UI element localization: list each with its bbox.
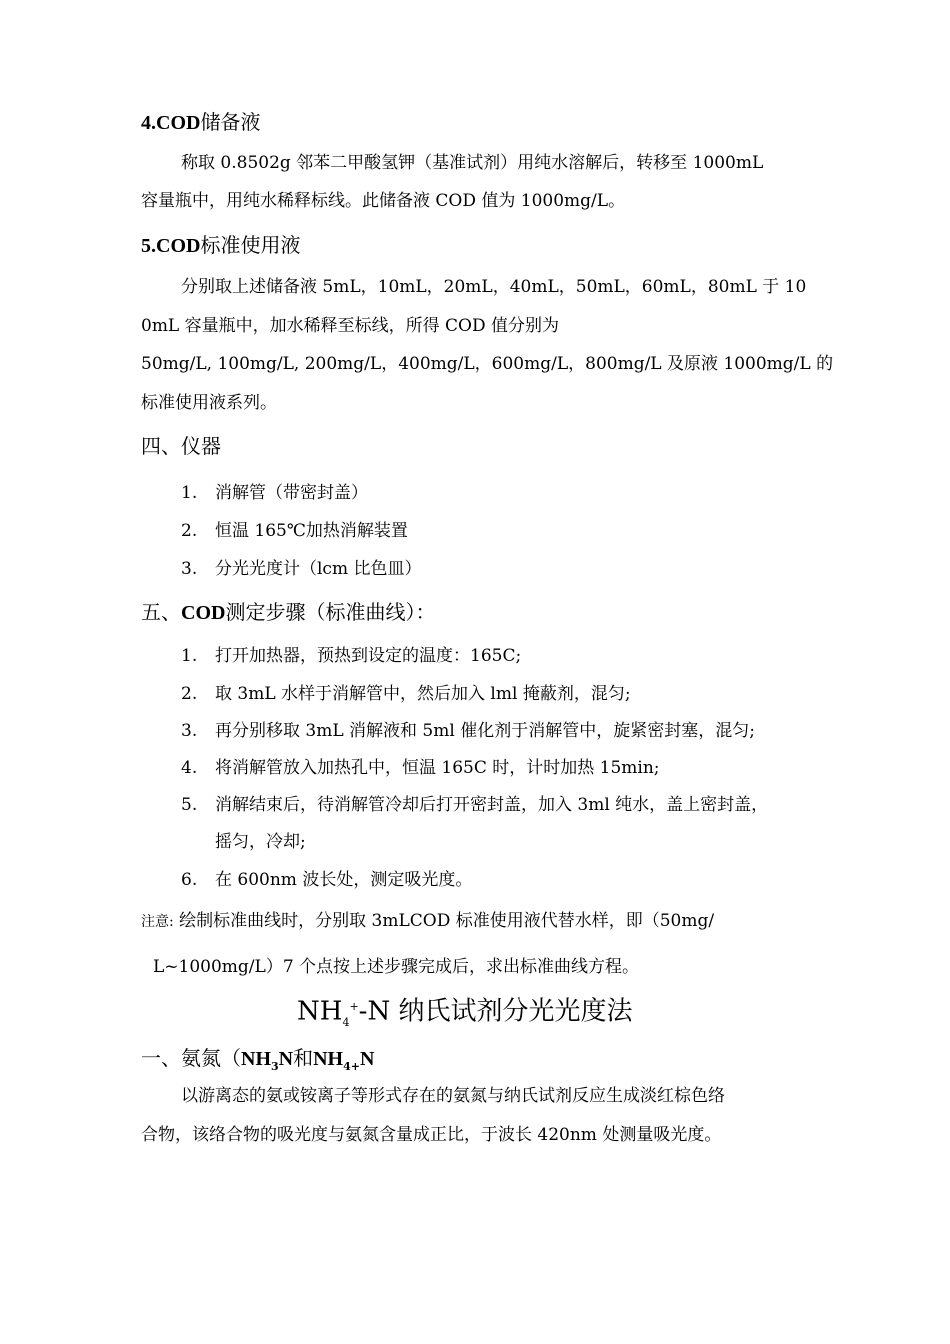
list-number: 1.: [181, 646, 198, 666]
list-text: 消解结束后，待消解管冷却后打开密封盖，加入 3ml 纯水，盖上密封盖，: [215, 795, 769, 815]
note-text: 绘制标准曲线时，分别取 3mLCOD 标准使用液代替水样，即（50mg/: [179, 911, 715, 931]
heading-text: 一、氨氮（: [141, 1046, 241, 1070]
list-text: 消解管（带密封盖）: [215, 483, 368, 503]
paragraph-line: 称取 0.8502g 邻苯二甲酸氢钾（基准试剂）用纯水溶解后，转移至 1000mL: [181, 153, 764, 173]
list-item: [181, 869, 472, 891]
list-text: 将消解管放入加热孔中，恒温 165C 时，计时加热 15min;: [215, 758, 660, 778]
paragraph-line: 分别取上述储备液 5mL，10mL，20mL，40mL，50mL，60mL，80mL 于 10: [181, 277, 807, 297]
list-item: [181, 757, 660, 779]
heading-text: 测定步骤（标准曲线）：: [225, 600, 436, 624]
note-line: [141, 910, 714, 933]
title-subscript: 4: [342, 1015, 350, 1029]
title-text: -N 纳氏试剂分光光度法: [358, 996, 633, 1027]
note-line: L~1000mg/L）7 个点按上述步骤完成后，求出标准曲线方程。: [153, 957, 640, 977]
list-item: [181, 794, 768, 816]
section-heading-cod-standard: [141, 232, 300, 259]
list-text: 再分别移取 3mL 消解液和 5ml 催化剂于消解管中，旋紧密封塞，混匀;: [215, 721, 755, 741]
heading-prefix: 五、: [141, 600, 181, 624]
heading-bold: NH: [313, 1048, 344, 1070]
list-text: 摇匀，冷却;: [215, 832, 306, 852]
paragraph-line: 容量瓶中，用纯水稀释标线。此储备液 COD 值为 1000mg/L。: [141, 191, 626, 211]
note-label: 注意:: [141, 914, 174, 930]
title-text: NH: [297, 996, 343, 1027]
heading-text: 和: [293, 1046, 314, 1070]
list-item: [181, 645, 521, 667]
paragraph-line: 0mL 容量瓶中，加水稀释至标线，所得 COD 值分别为: [141, 316, 560, 336]
list-text: 在 600nm 波长处，测定吸光度。: [215, 870, 473, 890]
heading-bold: COD: [156, 235, 201, 257]
list-text: 恒温 165℃加热消解装置: [215, 521, 408, 541]
paragraph-line: 以游离态的氨或铵离子等形式存在的氨氮与纳氏试剂反应生成淡红棕色络: [181, 1086, 725, 1106]
paragraph-line: 50mg/L, 100mg/L, 200mg/L，400mg/L，600mg/L，800mg/L 及原液 1000mg/L 的: [141, 354, 834, 374]
list-number: 3.: [181, 559, 198, 579]
list-item: [181, 683, 631, 705]
list-number: 4.: [181, 758, 198, 778]
list-item: [181, 482, 368, 504]
method-title: [297, 990, 632, 1040]
heading-bold: COD: [181, 602, 226, 624]
list-number: 5.: [181, 795, 198, 815]
section-heading-instruments: 四、仪器: [141, 434, 221, 458]
heading-bold: N: [359, 1048, 375, 1070]
list-text: 打开加热器，预热到设定的温度：165C;: [215, 646, 522, 666]
heading-subscript: 4+: [343, 1060, 360, 1073]
list-item: [181, 720, 755, 742]
list-number: 2.: [181, 521, 198, 541]
heading-bold: COD: [156, 112, 201, 134]
heading-bold: NH: [241, 1048, 271, 1070]
section-heading-cod-stock: [141, 109, 260, 136]
title-superscript: +: [349, 1000, 359, 1013]
paragraph-line: 标准使用液系列。: [141, 393, 277, 413]
heading-number: 5.: [141, 235, 156, 257]
heading-text: 标准使用液: [200, 233, 301, 257]
list-item: [181, 558, 421, 580]
list-text: 分光光度计（lcm 比色皿）: [215, 559, 422, 579]
heading-subscript: 3: [271, 1060, 279, 1073]
heading-number: 4.: [141, 112, 156, 134]
heading-text: 储备液: [200, 110, 261, 134]
list-item: [181, 831, 306, 853]
list-number: 6.: [181, 870, 198, 890]
list-number: 2.: [181, 684, 198, 704]
list-number: 1.: [181, 483, 198, 503]
section-heading-procedure: [141, 599, 435, 626]
list-number: 3.: [181, 721, 198, 741]
list-text: 取 3mL 水样于消解管中，然后加入 lml 掩蔽剂，混匀;: [215, 684, 631, 704]
list-item: [181, 520, 408, 542]
heading-bold: N: [278, 1048, 294, 1070]
paragraph-line: 合物，该络合物的吸光度与氨氮含量成正比，于波长 420nm 处测量吸光度。: [141, 1125, 722, 1145]
section-heading-ammonia: [141, 1045, 374, 1080]
